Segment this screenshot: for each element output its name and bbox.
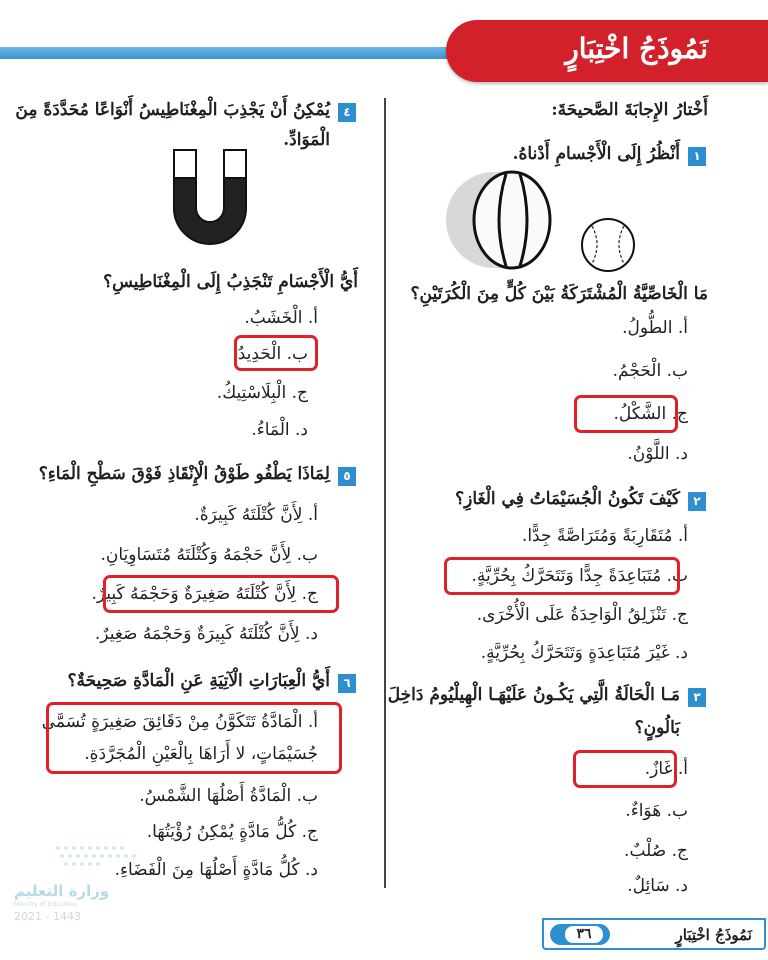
basketball-image (446, 164, 566, 274)
q6-option-c: ج. كُلُّ مَادَّةٍ يُمْكِنُ رُؤْيَتُهَا. (146, 822, 318, 842)
answer-highlight-q4 (234, 335, 318, 371)
answer-highlight-q1 (574, 395, 678, 433)
q5-option-a: أ. لِأَنَّ كُتْلَتَهُ كَبِيرَةٌ. (194, 505, 318, 525)
q4-option-c: ج. الْبِلَاسْتِيكُ. (216, 383, 308, 403)
column-divider (384, 98, 386, 888)
q1-option-c: ج. الشَّكْلُ. (613, 404, 688, 424)
page-number-badge (550, 924, 610, 945)
question-number-1: ١ (688, 147, 706, 166)
q2-option-a: أ. مُتَقَارِبَةً وَمُتَرَاصَّةً جِدًّا. (521, 526, 688, 546)
magnet-pole-left (174, 150, 196, 178)
ministry-logo-dots (52, 842, 142, 868)
page-title: نَمُوذَجُ اخْتِبَارٍ (565, 32, 708, 65)
q3-option-d: د. سَائِلٌ. (627, 876, 688, 896)
ministry-year: 2021 - 1443 (14, 910, 81, 923)
q5-option-b: ب. لِأَنَّ حَجْمَهُ وَكُتْلَتَهُ مُتَسَاوِيَانِ. (100, 545, 318, 565)
header-rule (0, 47, 470, 59)
q1-question: مَا الْخَاصِّيَّةُ الْمُشْتَرَكَةُ بَيْنَ كُلٍّ مِنَ الْكُرَتَيْنِ؟ (410, 284, 708, 304)
q4-prompt-line2: الْمَوَادِّ. (283, 130, 330, 150)
q4-option-d: د. الْمَاءُ. (251, 420, 308, 440)
question-number-2: ٢ (688, 492, 706, 511)
page-footer (542, 918, 766, 950)
q6-option-a-line2: جُسَيْمَاتٍ، لا أَرَاهَا بِالْعَيْنِ الْمُجَرَّدَةِ. (84, 744, 318, 764)
q2-option-c: ج. تَنْزَلِقُ الْوَاحِدَةُ عَلَى الْأُخْرَى. (476, 605, 688, 625)
ministry-watermark (10, 870, 140, 930)
q6-question: أَيُّ الْعِبَارَاتِ الْآتِيَةِ عَنِ الْمَادَّةِ صَحِيحَةٌ؟ (67, 671, 330, 691)
q2-question: كَيْفَ تَكُونُ الْجُسَيْمَاتُ فِي الْغَازِ؟ (455, 489, 680, 509)
basketball (474, 172, 550, 268)
q3-question-line2: بَالُونٍ؟ (634, 718, 680, 738)
q1-option-a: أ. الطُّولُ. (622, 318, 688, 338)
answer-highlight-q2 (444, 557, 680, 595)
q2-option-b: ب. مُتَبَاعِدَةً جِدًّا وَتَتَحَرَّكُ بِحُرِّيَّةٍ. (471, 566, 688, 586)
q4-question: أَيُّ الْأَجْسَامِ تَنْجَذِبُ إِلَى الْمِغْنَاطِيسِ؟ (103, 272, 358, 292)
q3-option-a: أ. غَازٌ. (644, 759, 688, 779)
q6-option-b: ب. الْمَادَّةُ أَصْلُهَا الشَّمْسُ. (139, 786, 318, 806)
page-number: ٣٦ (565, 926, 603, 943)
q6-option-a-line1: أ. الْمَادَّةُ تَتَكَوَّنُ مِنْ دَقَائِقَ صَغِيرَةٍ تُسَمَّى (41, 712, 318, 732)
magnet-pole-right (224, 150, 246, 178)
q1-prompt: أَنْظُرُ إِلَى الْأَجْسامِ أَدْناهُ. (512, 144, 680, 164)
q2-option-d: د. غَيْرَ مُتَبَاعِدَةٍ وَتَتَحَرَّكُ بِحُرِّيَّةٍ. (480, 643, 688, 663)
question-number-4: ٤ (338, 103, 356, 122)
q4-option-a: أ. الْخَشَبُ. (244, 308, 318, 328)
ministry-name: وزارة التعليم (14, 882, 110, 900)
magnet-image (160, 148, 260, 260)
question-number-5: ٥ (338, 467, 356, 486)
q5-option-c: ج. لِأَنَّ كُتْلَتَهُ صَغِيرَةٌ وَحَجْمَهُ كَبِيرٌ. (91, 584, 318, 604)
answer-highlight-q3 (573, 750, 677, 788)
baseball (582, 219, 634, 271)
q3-option-c: ج. صُلْبٌ. (624, 841, 688, 861)
q6-option-d: د. كُلُّ مَادَّةٍ أَصْلُهَا مِنَ الْفَضَاءِ. (114, 860, 318, 880)
q1-option-b: ب. الْحَجْمُ. (612, 361, 688, 381)
instruction: أَخْتارُ الإِجابَةَ الصَّحيحَةَ: (551, 100, 708, 120)
q5-question: لِمَاذَا يَطْفُو طَوْقُ الْإِنْقَاذِ فَوْقَ سَطْحِ الْمَاءِ؟ (38, 464, 330, 484)
q5-option-d: د. لِأَنَّ كُتْلَتَهُ كَبِيرَةٌ وَحَجْمَهُ صَغِيرٌ. (94, 624, 318, 644)
question-number-3: ٣ (688, 688, 706, 707)
q4-option-b: ب. الْحَدِيدُ. (232, 344, 308, 364)
q3-option-b: ب. هَوَاءٌ. (625, 801, 688, 821)
q3-question-line1: مَـا الْحَالَةُ الَّتِي يَكُـونُ عَلَيْهَـا الْهِيلْيُومُ دَاخِلَ (387, 685, 680, 705)
baseball-image (578, 216, 638, 274)
answer-highlight-q6 (46, 702, 342, 774)
footer-label: نَمُوذَجُ اخْتِبَارٍ (675, 926, 752, 944)
q1-option-d: د. اللَّوْنُ. (627, 444, 688, 464)
ministry-subtitle: Ministry of Education (14, 901, 78, 908)
question-number-6: ٦ (338, 674, 356, 693)
q4-prompt-line1: يُمْكِنُ أَنْ يَجْذِبَ الْمِغْنَاطِيسُ أَنْوَاعًا مُحَدَّدَةً مِنَ (15, 100, 330, 120)
header-banner (446, 20, 768, 82)
answer-highlight-q5 (103, 575, 339, 613)
